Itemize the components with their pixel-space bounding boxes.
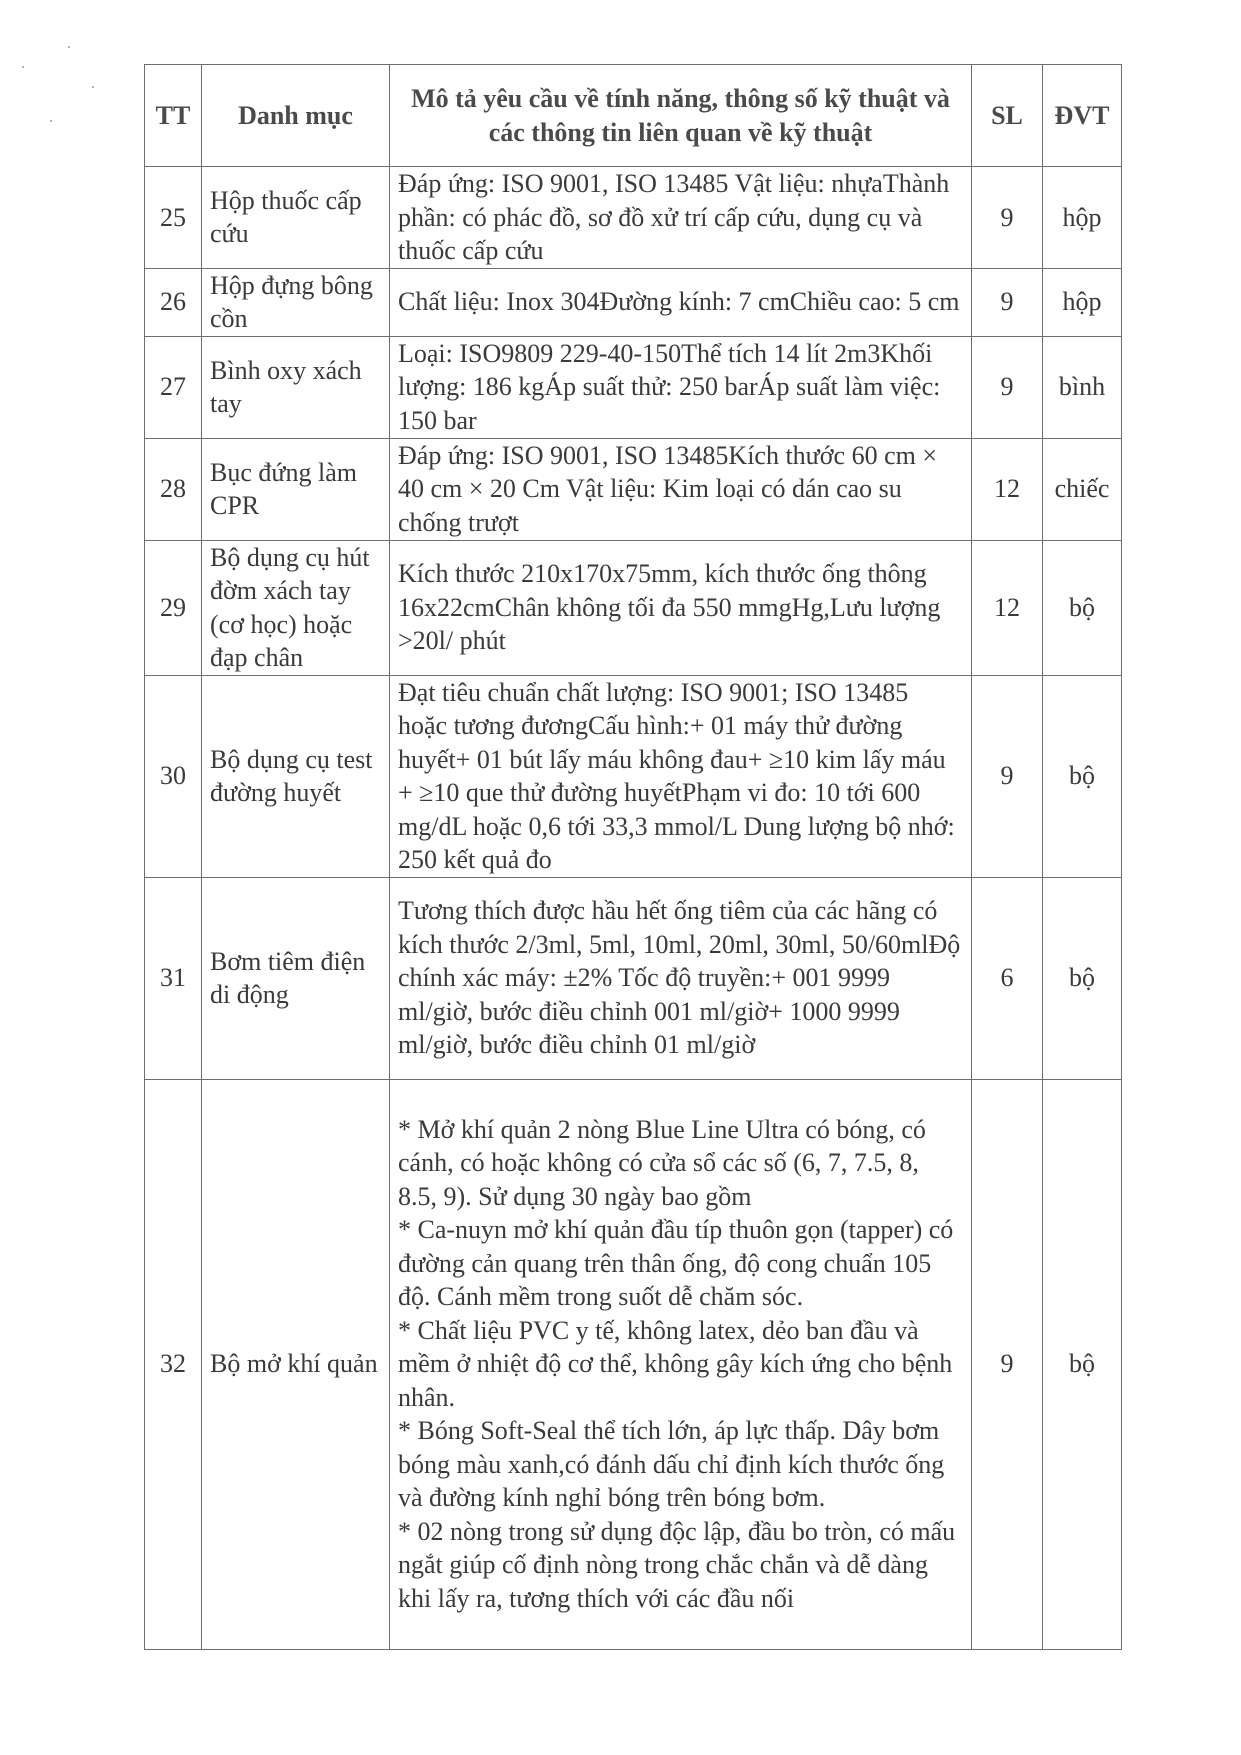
header-unit: ĐVT [1043,65,1122,167]
table-row [145,540,1122,675]
table-row [145,675,1122,877]
item-description: Loại: ISO9809 229-40-150Thể tích 14 lít 2m3Khối lượng: 186 kgÁp suất thử: 250 barÁp suất làm việc: 150 bar [390,336,972,438]
row-number: 32 [145,1079,202,1649]
item-name: Bơm tiêm điện di động [202,877,390,1079]
item-quantity: 6 [972,877,1043,1079]
table-row [145,268,1122,336]
item-description: Kích thước 210x170x75mm, kích thước ống thông 16x22cmChân không tối đa 550 mmgHg,Lưu lượng >20l/ phút [390,540,972,675]
item-description: Tương thích được hầu hết ống tiêm của các hãng có kích thước 2/3ml, 5ml, 10ml, 20ml, 30ml, 50/60mlĐộ chính xác máy: ±2% Tốc độ truyền:+ 001 9999 ml/giờ, bước điều chỉnh 001 ml/giờ+ 1000 9999 ml/giờ, bước điều chỉnh 01 ml/giờ [390,877,972,1079]
item-quantity: 9 [972,336,1043,438]
item-description: Đạt tiêu chuẩn chất lượng: ISO 9001; ISO 13485 hoặc tương đươngCấu hình:+ 01 máy thử đường huyết+ 01 bút lấy máu không đau+ ≥10 kim lấy máu + ≥10 que thử đường huyếtPhạm vi đo: 10 tới 600 mg/dL hoặc 0,6 tới 33,3 mmol/L Dung lượng bộ nhớ: 250 kết quả đo [390,675,972,877]
row-number: 28 [145,438,202,540]
item-name: Bục đứng làm CPR [202,438,390,540]
item-name: Hộp đựng bông cồn [202,268,390,336]
equipment-spec-table [144,64,1122,1650]
header-tt: TT [145,65,202,167]
item-name: Bộ dụng cụ hút đờm xách tay (cơ học) hoặc đạp chân [202,540,390,675]
table-row [145,336,1122,438]
item-description: * Mở khí quản 2 nòng Blue Line Ultra có bóng, có cánh, có hoặc không có cửa sổ các số (6, 7, 7.5, 8, 8.5, 9). Sử dụng 30 ngày bao gồm * Ca-nuyn mở khí quản đầu típ thuôn gọn (tapper) có đường cản quang trên thân ống, độ cong chuẩn 105 độ. Cánh mềm trong suốt dễ chăm sóc. * Chất liệu PVC y tế, không latex, dẻo ban đầu và mềm ở nhiệt độ cơ thể, không gây kích ứng cho bệnh nhân. * Bóng Soft-Seal thể tích lớn, áp lực thấp. Dây bơm bóng màu xanh,có đánh dấu chỉ định kích thước ống và đường kính nghỉ bóng trên bóng bơm. * 02 nòng trong sử dụng độc lập, đầu bo tròn, có mấu ngắt giúp cố định nòng trong chắc chắn và dễ dàng khi lấy ra, tương thích với các đầu nối [390,1079,972,1649]
scan-speck [22,66,24,68]
item-unit: bộ [1043,1079,1122,1649]
table-row [145,1079,1122,1649]
item-name: Bộ dụng cụ test đường huyết [202,675,390,877]
item-unit: hộp [1043,268,1122,336]
item-quantity: 9 [972,675,1043,877]
item-unit: bộ [1043,540,1122,675]
item-description: Đáp ứng: ISO 9001, ISO 13485Kích thước 60 cm × 40 cm × 20 Cm Vật liệu: Kim loại có dán cao su chống trượt [390,438,972,540]
scan-speck [68,46,70,48]
item-name: Bình oxy xách tay [202,336,390,438]
item-quantity: 12 [972,438,1043,540]
header-quantity: SL [972,65,1043,167]
scan-speck [92,86,94,88]
item-unit: bình [1043,336,1122,438]
header-description: Mô tả yêu cầu về tính năng, thông số kỹ thuật và các thông tin liên quan về kỹ thuật [390,65,972,167]
row-number: 29 [145,540,202,675]
row-number: 31 [145,877,202,1079]
table-header-row [145,65,1122,167]
item-quantity: 12 [972,540,1043,675]
row-number: 25 [145,167,202,269]
item-unit: bộ [1043,877,1122,1079]
table-row [145,877,1122,1079]
item-name: Hộp thuốc cấp cứu [202,167,390,269]
item-description: Đáp ứng: ISO 9001, ISO 13485 Vật liệu: nhựaThành phần: có phác đồ, sơ đồ xử trí cấp cứu, dụng cụ và thuốc cấp cứu [390,167,972,269]
row-number: 26 [145,268,202,336]
item-unit: hộp [1043,167,1122,269]
table-row [145,438,1122,540]
item-quantity: 9 [972,268,1043,336]
item-name: Bộ mở khí quản [202,1079,390,1649]
item-description: Chất liệu: Inox 304Đường kính: 7 cmChiều cao: 5 cm [390,268,972,336]
scan-speck [50,120,52,122]
item-unit: bộ [1043,675,1122,877]
item-quantity: 9 [972,167,1043,269]
table-row [145,167,1122,269]
row-number: 27 [145,336,202,438]
header-name: Danh mục [202,65,390,167]
row-number: 30 [145,675,202,877]
item-quantity: 9 [972,1079,1043,1649]
item-unit: chiếc [1043,438,1122,540]
